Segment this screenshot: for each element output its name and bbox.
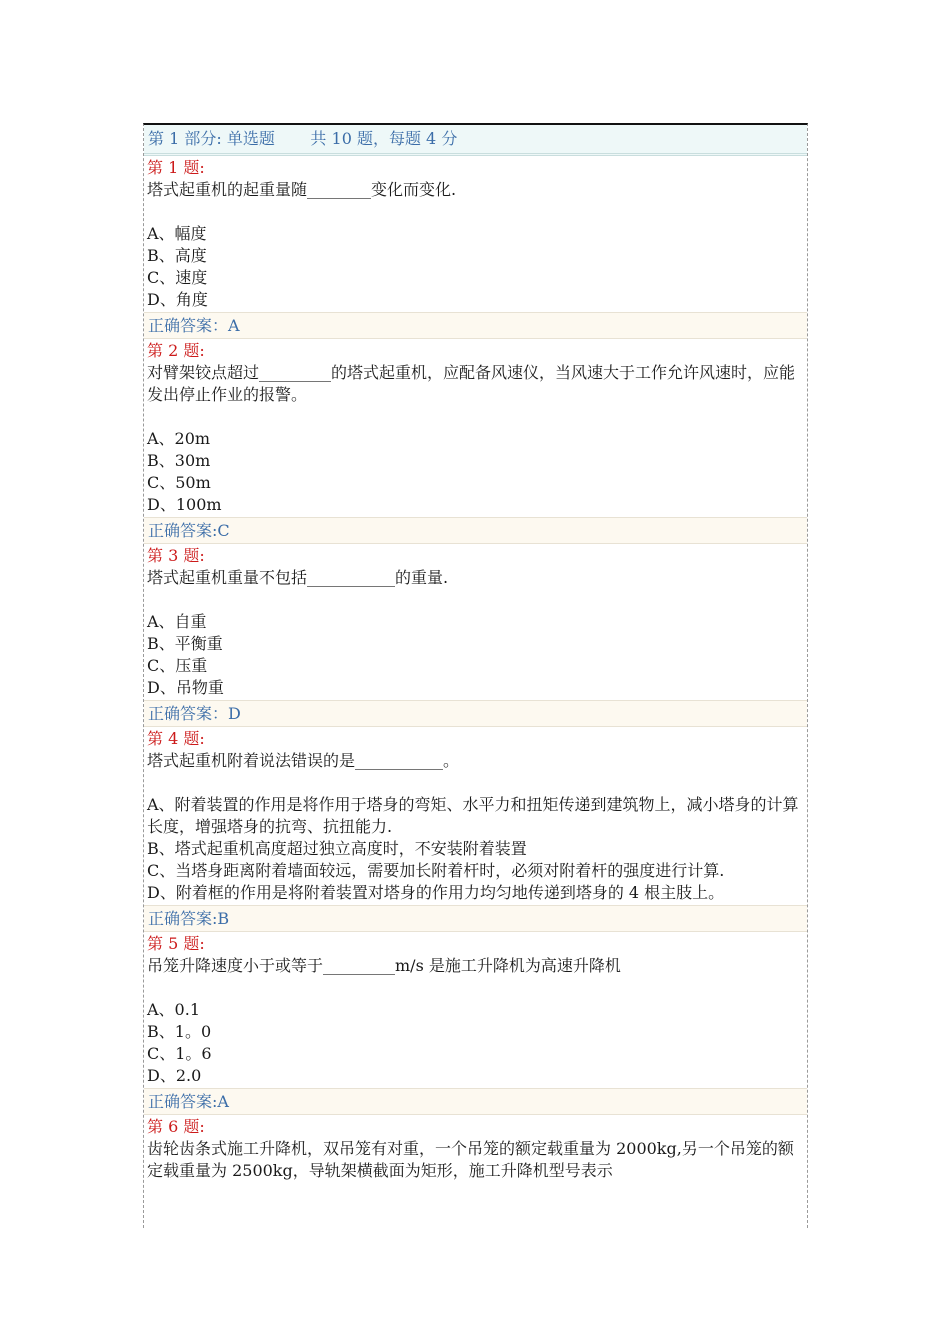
- option-a: A、自重: [147, 612, 207, 631]
- option-d: D、100m: [147, 495, 222, 514]
- option-d: D、附着框的作用是将附着装置对塔身的作用力均匀地传递到塔身的 4 根主肢上。: [147, 883, 725, 902]
- quiz-paper: [143, 123, 808, 1228]
- option-c: C、当塔身距离附着墙面较远，需要加长附着杆时，必须对附着杆的强度进行计算.: [147, 861, 725, 880]
- question-title: 第 2 题:: [147, 341, 205, 360]
- question-text: 对臂架铰点超过_________的塔式起重机，应配备风速仪，当风速大于工作允许风速时，应能发出停止作业的报警。: [147, 363, 796, 404]
- answer-5: 正确答案:A: [144, 1088, 807, 1115]
- option-b: B、平衡重: [147, 634, 223, 653]
- question-title: 第 5 题:: [147, 934, 205, 953]
- option-c: C、1。6: [147, 1044, 212, 1063]
- option-a: A、附着装置的作用是将作用于塔身的弯矩、水平力和扭矩传递到建筑物上，减小塔身的计算长度，增强塔身的抗弯、抗扭能力.: [147, 795, 799, 836]
- question-text: 塔式起重机附着说法错误的是___________。: [147, 751, 460, 770]
- question-title: 第 3 题:: [147, 546, 205, 565]
- section-header: 第 1 部分: 单选题 共 10 题，每题 4 分: [144, 125, 807, 156]
- question-6: [144, 1116, 807, 1182]
- option-c: C、压重: [147, 656, 208, 675]
- answer-1: 正确答案：A: [144, 312, 807, 339]
- option-a: A、幅度: [147, 224, 207, 243]
- question-text: 塔式起重机重量不包括___________的重量.: [147, 568, 449, 587]
- option-d: D、角度: [147, 290, 208, 309]
- option-b: B、高度: [147, 246, 207, 265]
- answer-2: 正确答案:C: [144, 517, 807, 544]
- question-4: [144, 728, 807, 904]
- answer-3: 正确答案：D: [144, 700, 807, 727]
- question-text: 塔式起重机的起重量随________变化而变化.: [147, 180, 457, 199]
- option-c: C、速度: [147, 268, 208, 287]
- option-a: A、20m: [147, 429, 211, 448]
- option-b: B、塔式起重机高度超过独立高度时，不安装附着装置: [147, 839, 527, 858]
- question-title: 第 6 题:: [147, 1117, 205, 1136]
- option-a: A、0.1: [147, 1000, 201, 1019]
- question-text: 吊笼升降速度小于或等于_________m/s 是施工升降机为高速升降机: [147, 956, 621, 975]
- option-b: B、30m: [147, 451, 211, 470]
- question-5: [144, 933, 807, 1087]
- option-c: C、50m: [147, 473, 211, 492]
- question-title: 第 1 题:: [147, 158, 205, 177]
- question-title: 第 4 题:: [147, 729, 205, 748]
- question-3: [144, 545, 807, 699]
- answer-4: 正确答案:B: [144, 905, 807, 932]
- option-d: D、吊物重: [147, 678, 224, 697]
- question-1: [144, 157, 807, 311]
- option-b: B、1。0: [147, 1022, 212, 1041]
- question-2: [144, 340, 807, 516]
- option-d: D、2.0: [147, 1066, 202, 1085]
- question-text: 齿轮齿条式施工升降机，双吊笼有对重，一个吊笼的额定载重量为 2000kg,另一个吊笼的额定载重量为 2500kg，导轨架横截面为矩形，施工升降机型号表示: [147, 1139, 794, 1180]
